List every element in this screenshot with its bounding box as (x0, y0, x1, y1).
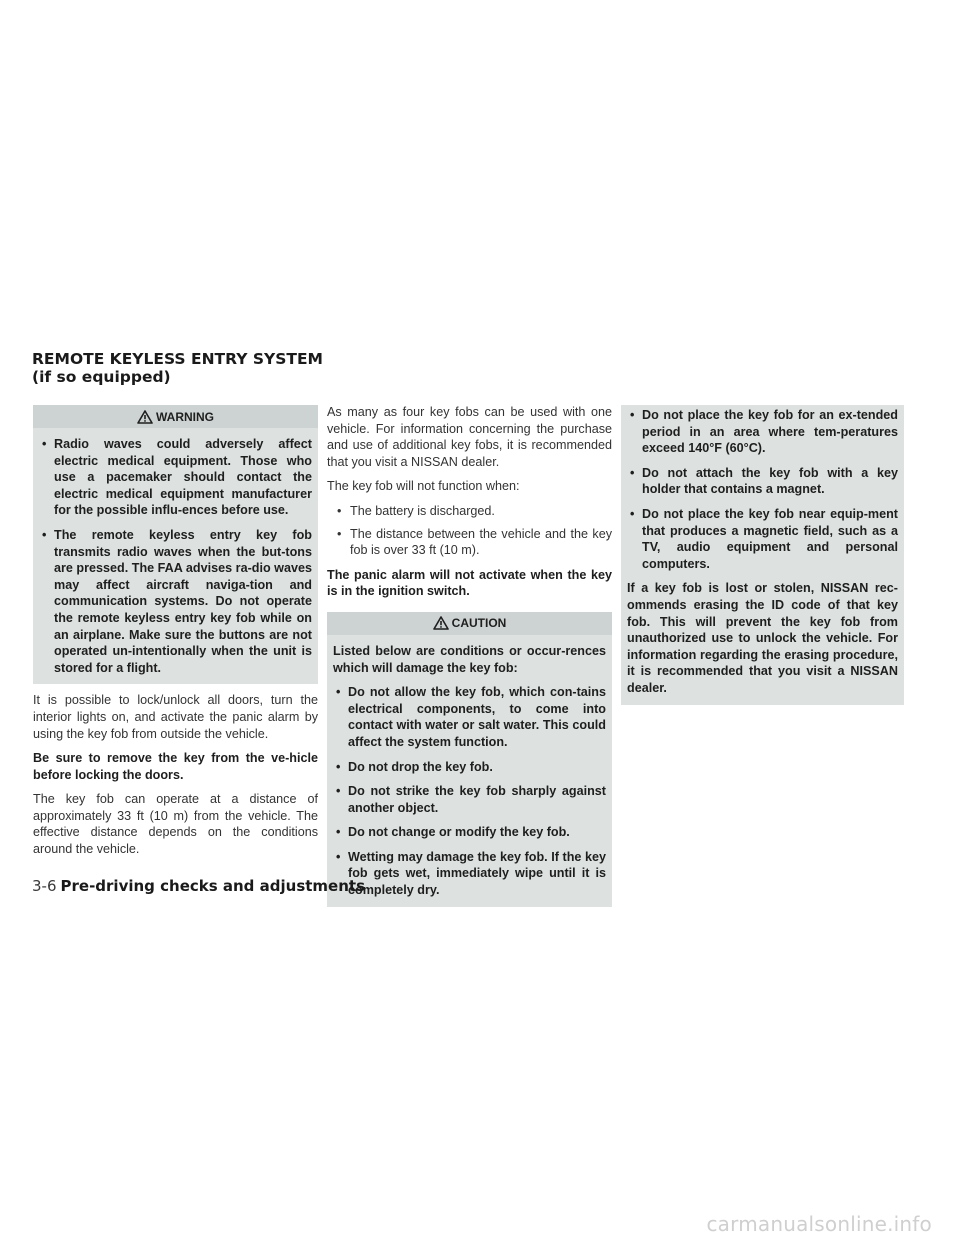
warning-item: • Radio waves could adversely affect electric medical equipment. Those who use a pacemaker should contact the electric medical equipment manufacturer for the possible influ-ences before use. (39, 436, 312, 519)
caution-box (327, 612, 612, 907)
body-paragraph: As many as four key fobs can be used with one vehicle. For information concerning the purchase and use of additional key fobs, it is recommended that you visit a NISSAN dealer. (327, 405, 612, 469)
caution-closing: If a key fob is lost or stolen, NISSAN rec-ommends erasing the ID code of that key fob. This will prevent the key fob from unauthorized use to unlock the vehicle. For information regarding the erasing procedure, it is recommended that you visit a NISSAN dealer. (627, 581, 898, 695)
column-1 (33, 405, 318, 866)
watermark: carmanualsonline.info (706, 1212, 932, 1236)
caution-item: • Do not strike the key fob sharply against another object. (333, 783, 606, 816)
caution-list-continued (627, 407, 898, 572)
page-footer (32, 877, 365, 895)
page-title: REMOTE KEYLESS ENTRY SYSTEM (if so equipped) (32, 350, 323, 386)
caution-intro: Listed below are conditions or occur-rences which will damage the key fob: (333, 643, 606, 675)
caution-item: • Do not allow the key fob, which con-tains electrical components, to come into contact with water or salt water. This could affect the system function. (333, 684, 606, 750)
caution-list (333, 684, 606, 899)
warning-header (33, 405, 318, 428)
caution-item: • Do not attach the key fob with a key holder that contains a magnet. (627, 465, 898, 498)
list-item: • The battery is discharged. (327, 503, 612, 520)
caution-item: • Wetting may damage the key fob. If the key fob gets wet, immediately wipe until it is completely dry. (333, 849, 606, 899)
caution-label: CAUTION (451, 616, 507, 631)
list-item: • The distance between the vehicle and the key fob is over 33 ft (10 m). (327, 526, 612, 559)
body-paragraph: It is possible to lock/unlock all doors, turn the interior lights on, and activate the panic alarm by using the key fob from outside the vehicle. (33, 693, 318, 741)
warning-item: • The remote keyless entry key fob transmits radio waves when the but-tons are pressed. The FAA advises ra-dio waves may affect aircraft naviga-tion and communication systems. Do not operate the remote keyless entry key fob while on an airplane. Make sure the buttons are not operated un-intentionally when the unit is stored for a flight. (39, 527, 312, 676)
caution-item: • Do not place the key fob near equip-ment that produces a magnetic field, such as a TV, audio equipment and personal computers. (627, 506, 898, 572)
warning-triangle-icon (137, 410, 153, 424)
warning-label: WARNING (156, 409, 214, 424)
page-number: 3-6 (32, 877, 57, 895)
caution-item: • Do not drop the key fob. (333, 759, 606, 776)
body-paragraph: The key fob can operate at a distance of approximately 33 ft (10 m) from the vehicle. The effective distance depends on the conditions around the vehicle. (33, 792, 318, 857)
caution-header (327, 612, 612, 635)
warning-box (33, 405, 318, 684)
caution-triangle-icon (433, 616, 449, 630)
column-3 (621, 405, 904, 705)
caution-item: • Do not change or modify the key fob. (333, 824, 606, 841)
caution-item: • Do not place the key fob for an ex-tended period in an area where tem-peratures exceed 140°F (60°C). (627, 407, 898, 457)
caution-box-continued (621, 405, 904, 705)
column-2 (327, 404, 612, 907)
warning-list (39, 436, 312, 676)
conditions-list (327, 503, 612, 559)
bold-note: Be sure to remove the key from the ve-hicle before locking the doors. (33, 751, 318, 782)
body-paragraph: The key fob will not function when: (327, 479, 520, 494)
bold-note: The panic alarm will not activate when the key is in the ignition switch. (327, 567, 612, 599)
chapter-name: Pre-driving checks and adjustments (60, 877, 366, 895)
